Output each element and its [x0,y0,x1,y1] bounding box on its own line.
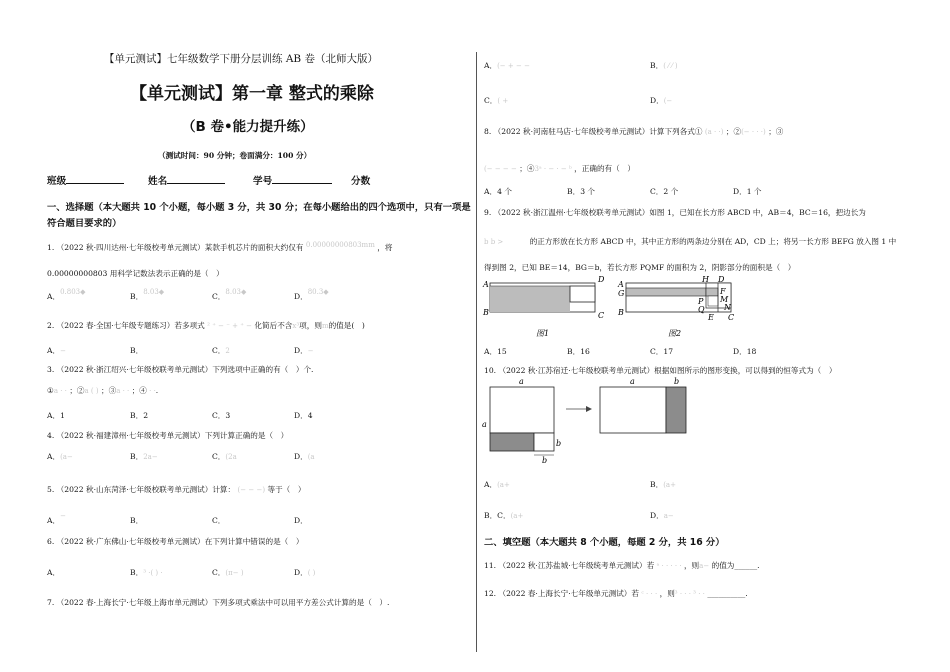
fig2-shaded [626,288,718,296]
q6-option-b: B．³ ·( ) · [130,568,163,577]
q3-option-c: C．3 [212,411,231,420]
q6-option-a: A． [47,568,61,577]
q5-option-b: B． [130,516,144,525]
q4-option-a: A．(a− [47,452,73,461]
q10-label-b-right: b [556,439,562,448]
section1-heading-cont: 符合题目要求的） [47,218,122,229]
section2-heading: 二、填空题（本大题共 8 个小题，每题 2 分，共 16 分） [484,537,725,548]
q10-option-a: A．(a+ [484,480,510,489]
q9-option-a: A．15 [484,347,507,356]
question-12: 12. （2022 春·上海长宁·七年级单元测试）若 ᶜ · · · ，则³ · · · ³ · · __________. [484,589,748,598]
q6-option-d: D．( ) [294,568,316,577]
question-8-line2: (− − − − ；④3ᵃ · − · − ᵇ ，正确的有（ ） [484,164,635,173]
q5-option-d: D． [294,516,308,525]
q3-option-d: D．4 [294,411,313,420]
fig1-shaded [490,286,570,312]
fig2-label-f: F [720,287,726,296]
q2-option-a: A．− [47,346,66,355]
fig1-label-b: B [483,308,489,317]
q10-shaded-strip [490,433,534,451]
q10-label-a-left: a [482,420,487,429]
q10-label-a-result: a [630,377,635,386]
question-5: 5. （2022 秋·山东菏泽·七年级校联考单元测试）计算： (− − −) 等于（ ） [47,485,306,494]
fig1-label-a: A [483,280,489,289]
fig2-label-n: N [724,303,731,312]
question-2: 2. （2022 春·全国·七年级专题练习）若多项式 ² ⁺ − ⁻ + ⁺ − 化简后不含x³项，则m的值是( ) [47,321,365,330]
question-9-line2: b b > 的正方形放在长方形 ABCD 中，其中正方形的两条边分别在 AD，CD 上；将另一长方形 BEFG 放入图 1 中 [484,237,897,246]
q8-option-d: D．1 个 [733,187,762,196]
q10-label-a-top: a [519,377,524,386]
question-8: 8. （2022 秋·河南驻马店·七年级校考单元测试）计算下列各式① (a · ·) ；②(− · · ·) ；③ [484,127,784,136]
q10-result-shaded [666,387,686,433]
question-3-items: ①a · · ；②a ( ) ；③a · · ；④ · ·. [47,386,159,395]
question-6: 6. （2022 秋·广东佛山·七年级校考单元测试）在下列计算中错误的是（ ） [47,537,304,546]
q10-option-d: D．a− [650,511,674,520]
q7-option-c: C．( + [484,96,509,105]
q9-option-b: B．16 [567,347,590,356]
q7-option-a: A．(− + − − [484,61,530,70]
q3-option-a: A．1 [47,411,65,420]
field-name: 姓名 [148,173,225,187]
fig1-label-c: C [598,311,605,320]
q5-option-c: C． [212,516,226,525]
q10-option-c: B．C．(a+ [484,511,524,520]
q8-option-c: C．2 个 [650,187,679,196]
question-7: 7. （2022 春·上海长宁·七年级上海市单元测试）下列多项式乘法中可以用平方差公式计算的是（ ）. [47,598,390,607]
question-11: 11. （2022 秋·江苏盐城·七年级统考单元测试）若 ᵃ · · · · · ，则a− 的值为______. [484,561,760,570]
q7-option-b: B．( ⁄ ⁄ ) [650,61,678,70]
q10-label-b-bottom: b [542,456,548,465]
q10-label-b-result: b [674,377,680,386]
field-class: 班级 [47,173,124,187]
fig2-label-m: M [720,295,729,304]
exam-subtitle: 【单元测试】七年级数学下册分层训练 AB 卷（北师大版） [104,53,378,65]
q9-option-c: C．17 [650,347,674,356]
question-9: 9. （2022 秋·浙江温州·七年级校联考单元测试）如图 1，已知在长方形 ABCD 中，AB＝4，BC＝16，把边长为 [484,208,866,217]
q1-option-b: B．8.03◆ [130,288,165,301]
q1-option-a: A．0.803◆ [47,288,86,301]
field-id: 学号 [253,173,332,187]
q10-big-square [490,387,554,433]
q10-figure-svg [480,375,690,465]
fig1-square [570,286,595,302]
q10-figure [480,375,690,469]
question-9-line3: 得到图 2，已知 BE＝14，BG＝b，若长方形 PQMF 的面积为 2，阴影部分的面积是（ ） [484,263,796,272]
question-1: 1. （2022 秋·四川达州·七年级校考单元测试）某款手机芯片的面积大约仅有 0.00000000803mm ，将 [47,241,393,252]
q8-option-a: A．4 个 [484,187,512,196]
q2-option-d: D．− [294,346,314,355]
q10-option-b: B．(a+ [650,480,676,489]
exam-level: （B 卷•能力提升练） [182,119,314,135]
q8-option-b: B．3 个 [567,187,596,196]
column-divider [476,52,477,652]
q2-option-b: B． [130,346,144,355]
q7-option-d: D．(− [650,96,673,105]
q4-option-d: D．(a [294,452,315,461]
exam-title: 【单元测试】第一章 整式的乘除 [130,84,374,104]
q9-figures [478,274,748,346]
fig2-label-g: G [618,289,625,298]
q4-option-b: B．2a− [130,452,158,461]
fig2-label-c: C [728,313,735,322]
question-10: 10. （2022 秋·江苏宿迁·七年级校联考单元测试）根据如图所示的图形变换，可以得到的恒等式为（ ） [484,366,837,375]
q1-option-d: D．80.3◆ [294,288,329,301]
fig2-label-p: P [698,297,704,306]
q4-option-c: C．(2a [212,452,237,461]
question-4: 4. （2022 秋·福建漳州·七年级校考单元测试）下列计算正确的是（ ） [47,431,289,440]
fig2-label-h: H [702,275,709,284]
q3-option-b: B．2 [130,411,149,420]
section1-heading: 一、选择题（本大题共 10 个小题，每小题 3 分，共 30 分；在每小题给出的四个选项中，只有一项是 [47,202,471,213]
q5-option-a: A．− [47,512,66,525]
fig2-label-d: D [718,275,725,284]
q9-figure-svg [478,274,748,342]
fig2-label-a: A [618,280,624,289]
q6-option-c: C．(π− ) [212,568,244,577]
fig1-label-d: D [598,275,605,284]
fig2-label-b: B [618,308,624,317]
fig2-caption: 图2 [668,329,682,338]
q9-option-d: D．18 [733,347,757,356]
q10-small-square [534,433,554,451]
q10-result-rect [600,387,666,433]
fig2-label-q: Q [698,305,705,314]
fig1-caption: 图1 [536,329,550,338]
q1-option-c: C．8.03◆ [212,288,247,301]
fig2-label-e: E [708,313,714,322]
question-3: 3. （2022 秋·浙江绍兴·七年级校联考单元测试）下列选项中正确的有（ ）个. [47,365,314,374]
q2-option-c: C．2 [212,346,230,355]
exam-info: （测试时间：90 分钟；卷面满分：100 分） [158,151,312,160]
question-1-line2: 0.00000000803 用科学记数法表示正确的是（ ） [47,269,224,278]
field-score: 分数 [351,176,371,187]
